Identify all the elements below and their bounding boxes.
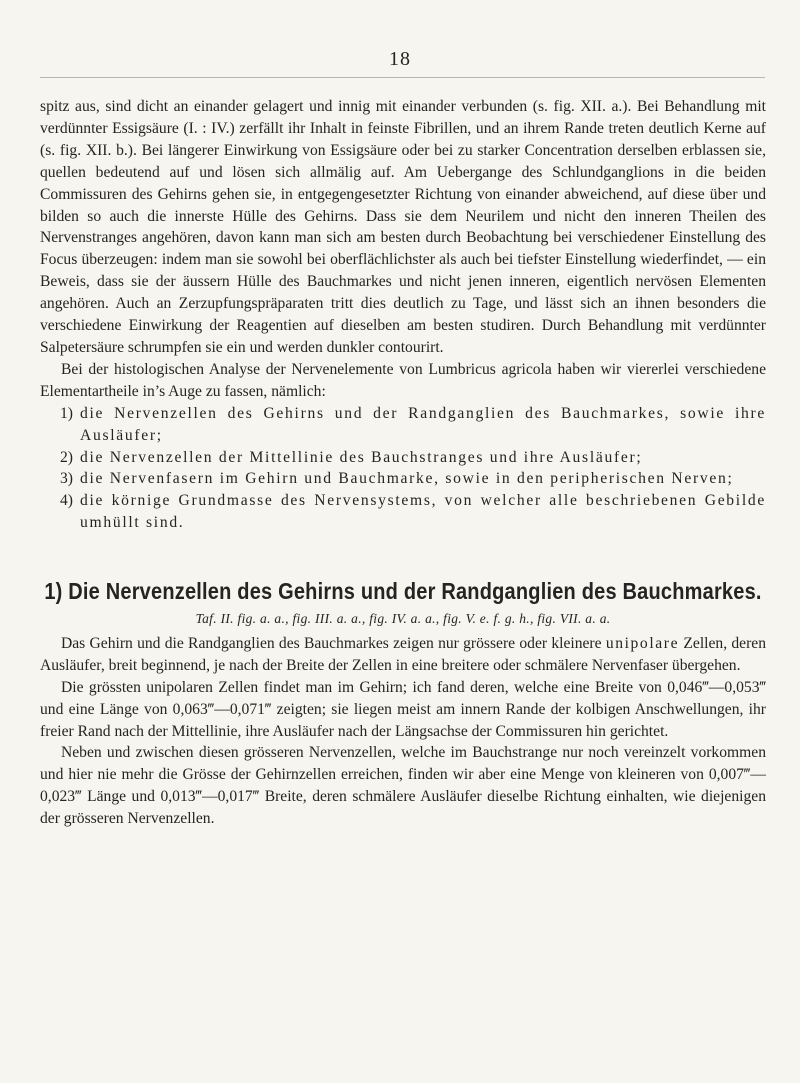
paragraph-continuation: spitz aus, sind dicht an einander gelagert und innig mit einander verbunden (s. fig. XII. a.). Bei Behandlung mit verdünnter Essigsäure (I. : IV.) zerfällt ihr Inhalt in feinste Fibrillen, und an ihrem Rande treten deutlich Kerne auf (s. fig. XII. b.). Bei längerer Einwirkung von Essigsäure oder bei zu starker Concentration derselben erblassen sie, quellen bedeutend auf und lösen sich allmälig auf. Am Uebergange des Schlundganglions in die beiden Commissuren des Gehirns gehen sie, in entgegengesetzter Richtung von einander abweichend, auf diese über und bilden so auch die innerste Hülle des Gehirns. Dass sie dem Neurilem und nicht den inneren Theilen des Nervenstranges angehören, davon kann man sich am besten durch Beobachtung bei verschiedener Einstellung des Focus überzeugen: indem man sie sowohl bei oberflächlichster als auch bei tiefster Einstellung wiederfindet, — ein Beweis, dass sie der äussern Hülle des Bauchmarkes und nicht jenen inneren, eigentlich nervösen Elementen angehören. Auch an Zerzupfungspräparaten tritt dies deutlich zu Tage, und lässt sich an ihnen besonders die verschiedene Einwirkung der Reagentien auf dieselben am besten studiren. Durch Behandlung mit verdünnter Salpetersäure schrumpfen sie ein und werden dunkler contourirt. [40, 98, 766, 356]
page-number: 18 [389, 48, 411, 70]
list-item [40, 447, 766, 469]
paragraph-analysis-intro: Bei der histologischen Analyse der Nervenelemente von Lumbricus agricola haben wir viererlei verschiedene Elementartheile in’s Auge zu fassen, nämlich: [40, 360, 766, 400]
body-text [40, 96, 766, 830]
paragraph-text: Das Gehirn und die Randganglien des Bauchmarkes zeigen nur grössere oder kleinere [61, 634, 606, 652]
list-item-number: 2) [60, 448, 73, 466]
paragraph-largest-cells: Die grössten unipolaren Zellen findet man im Gehirn; ich fand deren, welche eine Breite von 0,046‴—0,053‴ und eine Länge von 0,063‴—0,071‴ zeigten; sie liegen meist am innern Rande der kolbigen Anschwellungen, ihr freier Rand nach der Mittellinie, ihre Ausläufer nach der Längsachse der Commissuren hin gerichtet. [40, 678, 766, 740]
element-list [40, 403, 766, 534]
paragraph-unipolar-cells [40, 633, 766, 677]
list-item-text: die Nervenfasern im Gehirn und Bauchmarke, sowie in den peripherischen Nerven; [80, 470, 734, 488]
list-item-number: 3) [60, 470, 73, 488]
paragraph-smaller-cells: Neben und zwischen diesen grösseren Nervenzellen, welche im Bauchstrange nur noch vereinzelt vorkommen und hier nie mehr die Grösse der Gehirnzellen erreichen, finden wir aber eine Menge von kleineren von 0,007‴—0,023‴ Länge und 0,013‴—0,017‴ Breite, deren schmälere Ausläufer dieselbe Richtung einhalten, wie diejenigen der grösseren Nervenzellen. [40, 744, 766, 828]
list-item [40, 403, 766, 447]
list-item-text: die körnige Grundmasse des Nervensystems, von welcher alle beschriebenen Gebilde umhüllt sind. [80, 492, 766, 532]
list-item [40, 490, 766, 534]
paragraph-text: Zellen, deren Ausläufer, breit beginnend, je nach der Breite der Zellen in eine breitere oder schmälere Nervenfaser übergehen. [40, 634, 766, 674]
figure-reference: Taf. II. fig. a. a., fig. III. a. a., fig. IV. a. a., fig. V. e. f. g. h., fig. VII. a. a. [195, 611, 611, 627]
emphasis-text: unipolare [605, 634, 680, 652]
list-item-number: 1) [60, 404, 73, 422]
list-item [40, 468, 766, 490]
header-rule [40, 77, 765, 78]
list-item-text: die Nervenzellen der Mittellinie des Bauchstranges und ihre Ausläufer; [80, 448, 643, 466]
section-heading: 1) Die Nervenzellen des Gehirns und der Randganglien des Bauchmarkes. [44, 579, 762, 605]
list-item-text: die Nervenzellen des Gehirns und der Randganglien des Bauchmarkes, sowie ihre Ausläufer; [80, 404, 766, 444]
list-item-number: 4) [60, 492, 73, 510]
